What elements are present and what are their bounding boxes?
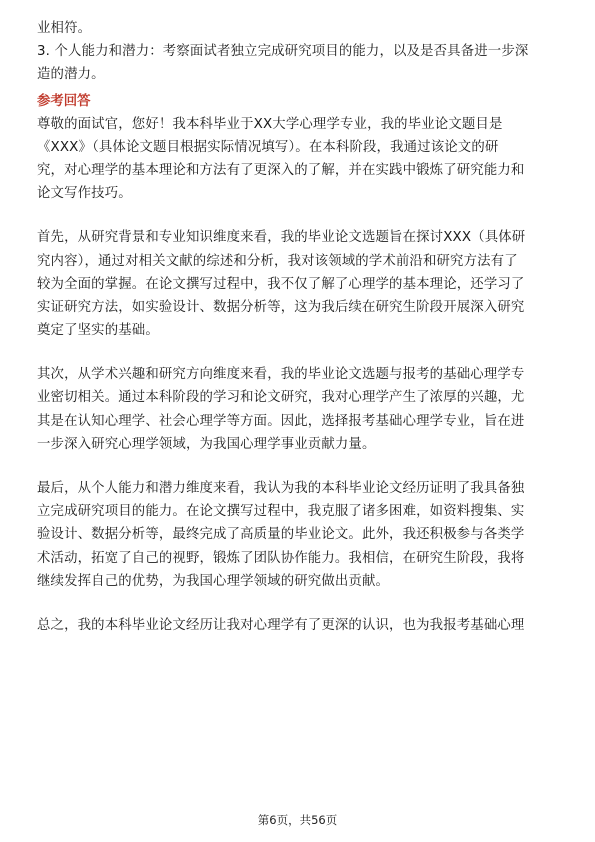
answer-heading: 参考回答 bbox=[37, 93, 91, 109]
list-item-3-line: 造的潜力。 bbox=[37, 67, 105, 83]
text-line: 总之，我的本科毕业论文经历让我对心理学有了更深的认识，也为我报考基础心理 bbox=[37, 617, 525, 633]
paragraph-second bbox=[37, 363, 563, 456]
paragraph-intro bbox=[37, 113, 563, 206]
paragraph-gap bbox=[37, 456, 563, 477]
text-line: 继续发挥自己的优势，为我国心理学领域的研究做出贡献。 bbox=[37, 573, 390, 589]
paragraph-last bbox=[37, 477, 563, 593]
text-line: 论文写作技巧。 bbox=[37, 186, 132, 202]
text-line: 首先，从研究背景和专业知识维度来看，我的毕业论文选题旨在探讨XXX（具体研 bbox=[37, 230, 526, 246]
text-line: 验设计、数据分析等，最终完成了高质量的毕业论文。此外，我还积极参与各类学 bbox=[37, 527, 525, 543]
text-line: 术活动，拓宽了自己的视野，锻炼了团队协作能力。我相信，在研究生阶段，我将 bbox=[37, 550, 525, 566]
text-line: 其是在认知心理学、社会心理学等方面。因此，选择报考基础心理学专业，旨在进 bbox=[37, 413, 525, 429]
text-line: 较为全面的掌握。在论文撰写过程中，我不仅了解了心理学的基本理论，还学习了 bbox=[37, 276, 525, 292]
text-line: 立完成研究项目的能力。在论文撰写过程中，我克服了诸多困难，如资料搜集、实 bbox=[37, 504, 525, 520]
text-line: 究内容），通过对相关文献的综述和分析，我对该领域的学术前沿和研究方法有了 bbox=[37, 253, 518, 269]
paragraph-conclusion bbox=[37, 614, 563, 637]
text-line: 奠定了坚实的基础。 bbox=[37, 323, 159, 339]
text-line: 业密切相关。通过本科阶段的学习和论文研究，我对心理学产生了浓厚的兴趣，尤 bbox=[37, 390, 525, 406]
text-line: 究，对心理学的基本理论和方法有了更深入的了解，并在实践中锻炼了研究能力和 bbox=[37, 162, 525, 178]
list-item-3-line: 3. 个人能力和潜力：考察面试者独立完成研究项目的能力，以及是否具备进一步深 bbox=[37, 44, 529, 60]
paragraph-gap bbox=[37, 593, 563, 614]
text-line: 业相符。 bbox=[37, 21, 92, 36]
text-line: 尊敬的面试官，您好！我本科毕业于XX大学心理学专业，我的毕业论文题目是 bbox=[37, 116, 503, 132]
text-line: 最后，从个人能力和潜力维度来看，我认为我的本科毕业论文经历证明了我具备独 bbox=[37, 481, 525, 496]
page-content bbox=[37, 17, 563, 637]
page-number: 第6页，共56页 bbox=[257, 813, 338, 827]
paragraph-gap bbox=[37, 342, 563, 363]
text-line: 《XXX》（具体论文题目根据实际情况填写）。在本科阶段，我通过该论文的研 bbox=[37, 139, 499, 155]
text-line: 其次，从学术兴趣和研究方向维度来看，我的毕业论文选题与报考的基础心理学专 bbox=[37, 367, 525, 383]
text-line: 一步深入研究心理学领域，为我国心理学事业贡献力量。 bbox=[37, 436, 376, 452]
text-line: 实证研究方法，如实验设计、数据分析等，这为我后续在研究生阶段开展深入研究 bbox=[37, 299, 525, 315]
paragraph-first bbox=[37, 226, 563, 342]
paragraph-gap bbox=[37, 205, 563, 226]
